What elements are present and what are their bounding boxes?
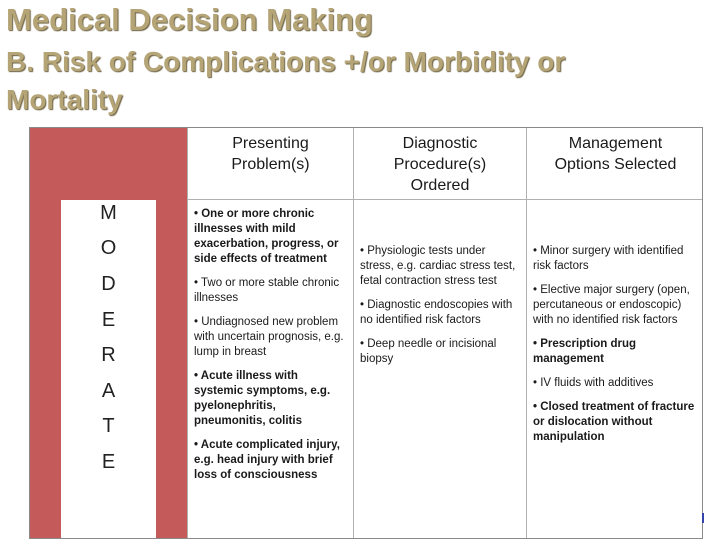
management-item: • Minor surgery with identified risk factors — [533, 245, 684, 272]
level-letter: O — [100, 237, 117, 259]
header-presenting — [187, 128, 353, 200]
presenting-cell — [187, 200, 353, 539]
level-label — [61, 200, 156, 539]
header-presenting-line: Presenting — [232, 135, 309, 152]
title-line-1: Medical Decision Making — [6, 2, 373, 37]
level-letter: E — [101, 309, 116, 331]
presenting-item: • Undiagnosed new problem with uncertain prognosis, e.g. lump in breast — [194, 316, 344, 358]
presenting-item: • One or more chronic illnesses with mild exacerbation, progress, or side effects of treatment — [194, 208, 339, 265]
management-item: • Closed treatment of fracture or dislocation without manipulation — [533, 401, 695, 443]
header-management-line: Options Selected — [554, 156, 677, 173]
management-item: • Prescription drug management — [533, 338, 637, 365]
presenting-item: • Two or more stable chronic illnesses — [194, 277, 340, 304]
header-diagnostic — [353, 128, 526, 200]
header-management — [526, 128, 703, 200]
level-letter: A — [101, 380, 116, 402]
diagnostic-item: • Physiologic tests under stress, e.g. cardiac stress test, fetal contraction stress test — [360, 245, 516, 287]
header-management-line: Management — [568, 135, 663, 152]
level-band — [30, 128, 187, 538]
level-letter: M — [100, 202, 117, 224]
management-item: • IV fluids with additives — [533, 377, 654, 389]
header-presenting-line: Problem(s) — [231, 156, 310, 173]
title-line-3: Mortality — [6, 84, 123, 115]
management-cell — [526, 200, 703, 539]
diagnostic-item: • Deep needle or incisional biopsy — [360, 338, 497, 365]
level-letter: E — [101, 451, 116, 473]
level-letter: R — [101, 344, 116, 366]
risk-table — [29, 127, 703, 539]
header-diagnostic-line: Procedure(s) — [393, 156, 487, 173]
slide-edge-mark — [702, 513, 704, 523]
diagnostic-cell — [353, 200, 526, 539]
presenting-item: • Acute illness with systemic symptoms, e.g. pyelonephritis, pneumonitis, colitis — [194, 370, 331, 427]
header-diagnostic-line: Ordered — [410, 177, 470, 194]
header-diagnostic-line: Diagnostic — [402, 135, 478, 152]
level-letter: D — [101, 273, 116, 295]
management-item: • Elective major surgery (open, percutaneous or endoscopic) with no identified risk factors — [533, 284, 690, 326]
diagnostic-item: • Diagnostic endoscopies with no identified risk factors — [360, 299, 513, 326]
level-letter: T — [102, 415, 115, 437]
title-line-2: B. Risk of Complications +/or Morbidity or — [6, 46, 566, 77]
presenting-item: • Acute complicated injury, e.g. head injury with brief loss of consciousness — [194, 439, 340, 481]
